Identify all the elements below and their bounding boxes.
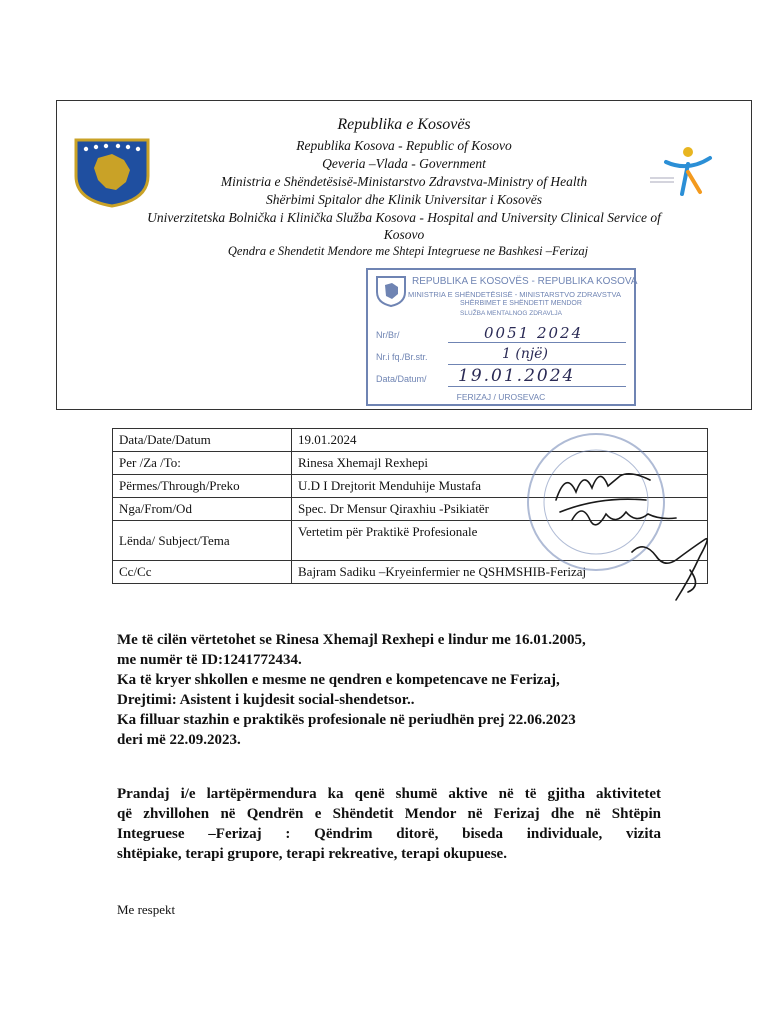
stamp-footer: FERIZAJ / UROSEVAC [456, 392, 546, 402]
stamp-label-pages: Nr.i fq./Br.str. [376, 352, 428, 362]
stamp-label-date: Data/Datum/ [376, 374, 427, 384]
stamp-subtitle: MINISTRIA E SHËNDETËSISË - MINISTARSTVO ZDRAVSTVA [408, 290, 621, 299]
memo-row-date [113, 429, 708, 452]
stamp-line-date [448, 386, 626, 387]
body-line: Me të cilën vërtetohet se Rinesa Xhemajl Rexhepi e lindur me 16.01.2005, [117, 632, 586, 648]
stamp-handwritten-number: 0051 2024 [484, 324, 584, 342]
header-line-center-name: Qendra e Shendetit Mendore me Shtepi Integruese ne Bashkesi –Ferizaj [227, 244, 589, 258]
body-paragraph-1 [117, 630, 661, 750]
body-line: shtëpiake, terapi grupore, terapi rekreative, terapi okupuese. [117, 846, 507, 862]
body-paragraph-2 [117, 784, 661, 864]
header-line-ministry: Ministria e Shëndetësisë-Ministarstvo Zdravstva-Ministry of Health [220, 174, 588, 189]
body-line: deri më 22.09.2023. [117, 732, 241, 748]
stamp-line3: SHËRBIMET E SHËNDETIT MENDOR [460, 300, 582, 307]
header-line-hospital-service-translation: Univerzitetska Bolnička i Klinička Služba Kosova - Hospital and University Clinical Service of [147, 210, 661, 225]
stamp-label-number: Nr/Br/ [376, 330, 400, 340]
memo-row-from [113, 498, 708, 521]
stamp-line4: SLUŽBA MENTALNOG ZDRAVLJA [460, 310, 562, 317]
closing-salutation: Me respekt [117, 902, 176, 917]
stamp-handwritten-pages: 1 (një) [502, 346, 548, 362]
memo-label: Lënda/ Subject/Tema [113, 521, 292, 561]
memo-value: Bajram Sadiku –Kryeinfermier ne QSHMSHIB-Ferizaj [292, 561, 708, 584]
header-line-kosovo: Kosovo [383, 227, 425, 242]
stamp-line-pages [448, 364, 626, 365]
header-line-country: Republika e Kosovës [337, 116, 471, 133]
stamp-line-number [448, 342, 626, 343]
memo-header-table [112, 428, 708, 584]
memo-label: Cc/Cc [113, 561, 292, 584]
memo-value: Spec. Dr Mensur Qiraxhiu -Psikiatër [292, 498, 708, 521]
memo-value: U.D I Drejtorit Menduhije Mustafa [292, 475, 708, 498]
memo-label: Nga/From/Od [113, 498, 292, 521]
stamp-handwritten-date: 19.01.2024 [458, 366, 576, 386]
stamp-emblem-icon [374, 274, 408, 308]
memo-value: Rinesa Xhemajl Rexhepi [292, 452, 708, 475]
header-line-country-translations: Republika Kosova - Republic of Kosovo [296, 138, 512, 153]
memo-value: 19.01.2024 [292, 429, 708, 452]
body-line: me numër të ID:1241772434. [117, 652, 302, 668]
stamp-title: REPUBLIKA E KOSOVËS - REPUBLIKA KOSOVA [412, 276, 638, 287]
memo-label: Data/Date/Datum [113, 429, 292, 452]
body-line: që zhvillohen në Qendrën e Shëndetit Mendor në Ferizaj dhe në Shtëpin [117, 806, 661, 822]
memo-row-subject [113, 521, 708, 561]
header-line-government: Qeveria –Vlada - Government [322, 156, 486, 171]
body-line: Integruese –Ferizaj : Qëndrim ditorë, biseda individuale, vizita [117, 826, 661, 842]
memo-value: Vertetim për Praktikë Profesionale [292, 521, 708, 561]
body-line: Drejtimi: Asistent i kujdesit social-shendetsor.. [117, 692, 415, 708]
body-line: Ka filluar stazhin e praktikës profesionale në periudhën prej 22.06.2023 [117, 712, 576, 728]
header-line-hospital-service: Shërbimi Spitalor dhe Klinik Universitar i Kosovës [266, 192, 542, 207]
memo-label: Per /Za /To: [113, 452, 292, 475]
memo-row-to [113, 452, 708, 475]
body-line: Prandaj i/e lartëpërmendura ka qenë shumë aktive në të gjitha aktivitetet [117, 786, 661, 802]
memo-row-cc [113, 561, 708, 584]
memo-row-through [113, 475, 708, 498]
registration-stamp [366, 268, 636, 406]
memo-label: Përmes/Through/Preko [113, 475, 292, 498]
body-line: Ka të kryer shkollen e mesme ne qendren e kompetencave ne Ferizaj, [117, 672, 560, 688]
